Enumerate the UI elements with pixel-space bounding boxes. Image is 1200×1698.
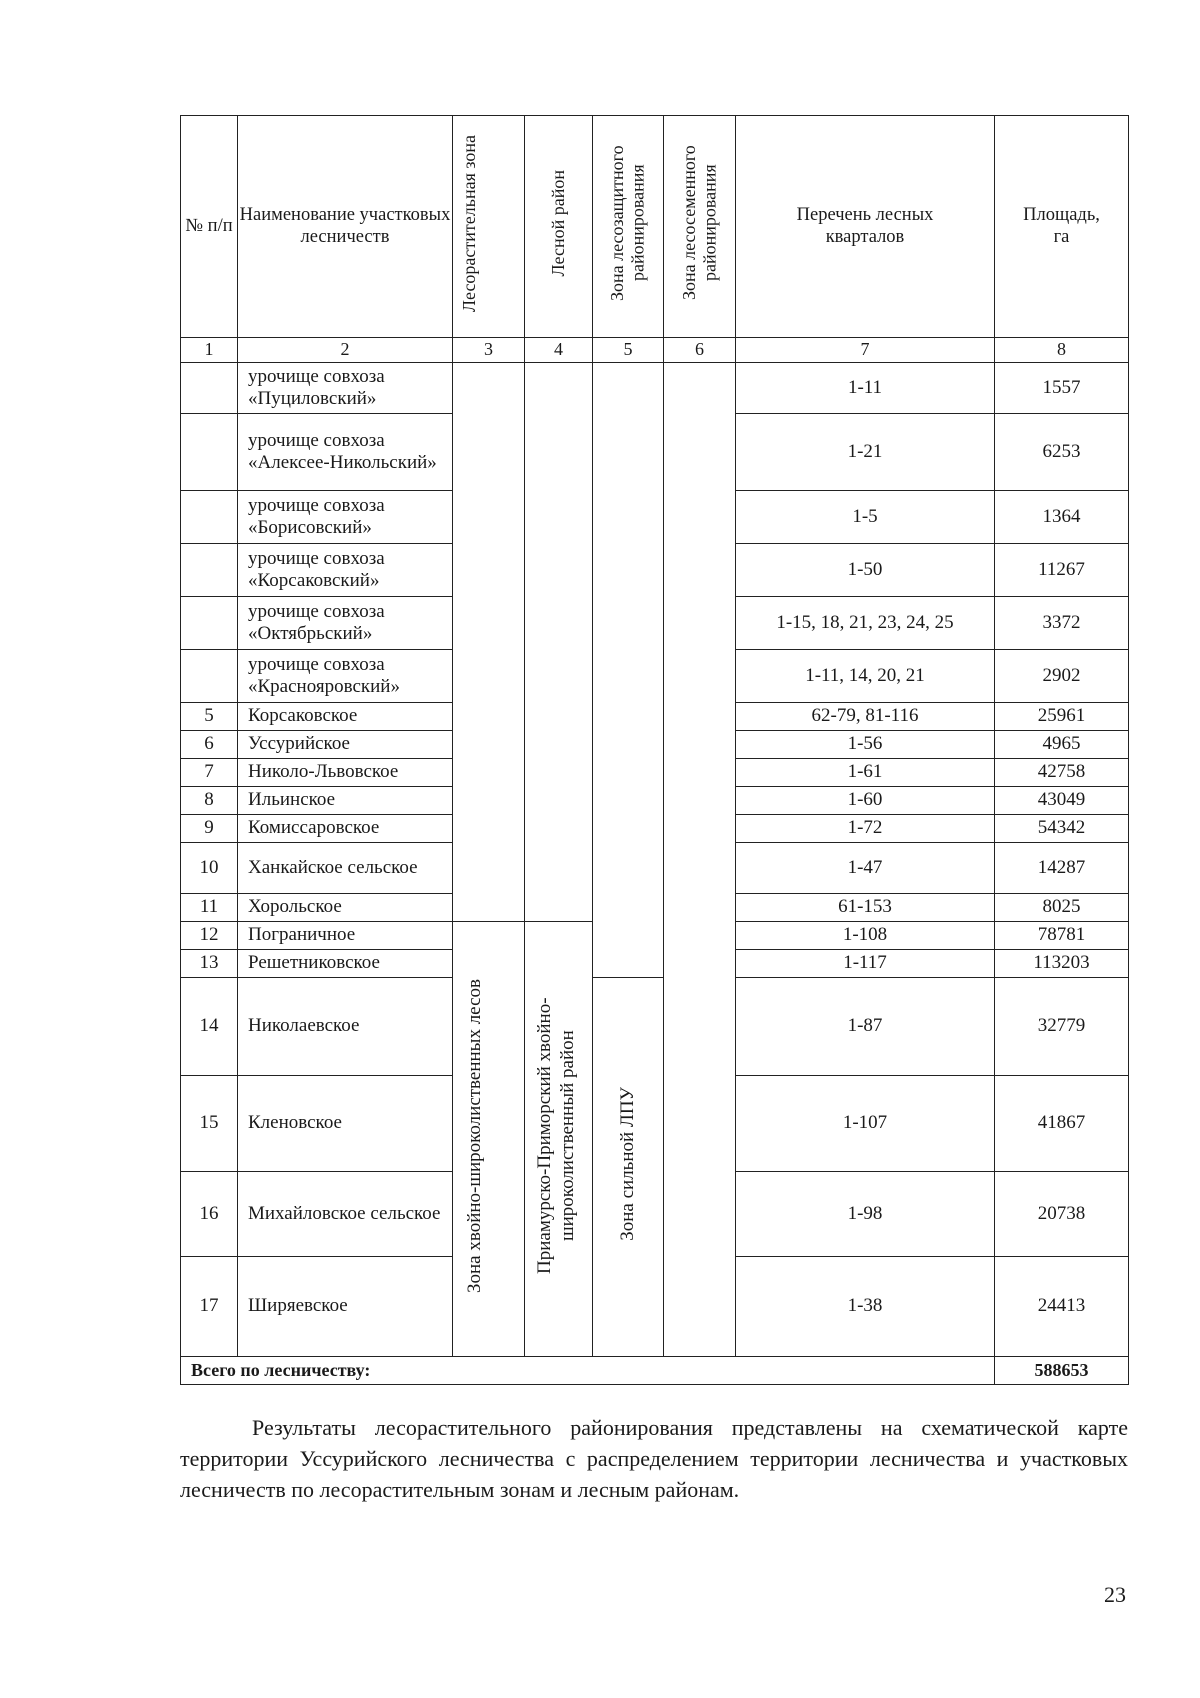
- header-num: № п/п: [181, 116, 238, 338]
- header-veg-zone: Лесорастительная зона: [458, 134, 479, 312]
- row-num: 15: [181, 1076, 238, 1172]
- row-area: 11267: [995, 544, 1129, 597]
- row-num: [181, 650, 238, 703]
- total-label: Всего по лесничеству:: [181, 1357, 995, 1385]
- forest-district-cell: [525, 922, 593, 1357]
- row-num: 8: [181, 787, 238, 815]
- column-number: 6: [664, 338, 736, 363]
- row-quarters: 1-50: [736, 544, 995, 597]
- total-row: [181, 1357, 1129, 1385]
- row-quarters: 1-108: [736, 922, 995, 950]
- row-name: урочище совхоза «Краснояровский»: [238, 650, 453, 703]
- column-number: 8: [995, 338, 1129, 363]
- row-num: 10: [181, 843, 238, 894]
- row-name: урочище совхоза «Алексее-Никольский»: [238, 414, 453, 491]
- column-number: 1: [181, 338, 238, 363]
- veg-zone-cell: [453, 922, 525, 1357]
- row-name: Хорольское: [238, 894, 453, 922]
- row-quarters: 1-117: [736, 950, 995, 978]
- row-quarters: 1-11, 14, 20, 21: [736, 650, 995, 703]
- row-quarters: 1-56: [736, 731, 995, 759]
- row-quarters: 1-107: [736, 1076, 995, 1172]
- row-num: 13: [181, 950, 238, 978]
- row-num: 11: [181, 894, 238, 922]
- column-number-row: [181, 338, 1129, 363]
- row-name: урочище совхоза «Пуциловский»: [238, 363, 453, 414]
- row-area: 8025: [995, 894, 1129, 922]
- header-row: [181, 116, 1129, 338]
- row-area: 32779: [995, 978, 1129, 1076]
- table-row: [181, 363, 1129, 414]
- page-number: 23: [1104, 1582, 1126, 1607]
- row-name: Михайловское сельское: [238, 1172, 453, 1257]
- row-num: 5: [181, 703, 238, 731]
- row-num: 7: [181, 759, 238, 787]
- row-quarters: 61-153: [736, 894, 995, 922]
- row-num: 14: [181, 978, 238, 1076]
- row-quarters: 1-47: [736, 843, 995, 894]
- row-area: 14287: [995, 843, 1129, 894]
- row-name: Уссурийское: [238, 731, 453, 759]
- header-quarters: Перечень лесных кварталов: [736, 116, 995, 338]
- row-num: 17: [181, 1257, 238, 1357]
- row-area: 20738: [995, 1172, 1129, 1257]
- row-num: 16: [181, 1172, 238, 1257]
- row-area: 54342: [995, 815, 1129, 843]
- row-num: 6: [181, 731, 238, 759]
- column-number: 3: [453, 338, 525, 363]
- row-area: 1364: [995, 491, 1129, 544]
- row-num: [181, 597, 238, 650]
- row-name: Кленовское: [238, 1076, 453, 1172]
- row-area: 24413: [995, 1257, 1129, 1357]
- row-quarters: 1-38: [736, 1257, 995, 1357]
- forest-district-label: Приамурско-Приморский хвойно-широколиственный район: [533, 997, 578, 1275]
- forestry-table: [180, 115, 1129, 1385]
- protective-zone-upper-cell: [593, 363, 664, 978]
- header-protective-zone: Зона лесозащитного районирования: [607, 145, 648, 302]
- header-veg-zone-cell: [453, 116, 525, 338]
- protective-zone-cell: [593, 978, 664, 1357]
- veg-zone-upper-cell: [453, 363, 525, 922]
- seed-zone-cell: [664, 363, 736, 1357]
- row-name: урочище совхоза «Борисовский»: [238, 491, 453, 544]
- forest-district-upper-cell: [525, 363, 593, 922]
- row-quarters: 1-5: [736, 491, 995, 544]
- header-seed-zone-cell: [664, 116, 736, 338]
- header-forest-district-cell: [525, 116, 593, 338]
- row-num: [181, 491, 238, 544]
- row-area: 1557: [995, 363, 1129, 414]
- row-area: 25961: [995, 703, 1129, 731]
- row-quarters: 1-21: [736, 414, 995, 491]
- header-forest-district: Лесной район: [548, 170, 569, 277]
- row-name: Комиссаровское: [238, 815, 453, 843]
- row-name: Ильинское: [238, 787, 453, 815]
- row-area: 41867: [995, 1076, 1129, 1172]
- row-quarters: 1-72: [736, 815, 995, 843]
- row-num: [181, 414, 238, 491]
- row-name: Николо-Львовское: [238, 759, 453, 787]
- row-num: [181, 363, 238, 414]
- row-area: 4965: [995, 731, 1129, 759]
- row-quarters: 1-98: [736, 1172, 995, 1257]
- row-area: 6253: [995, 414, 1129, 491]
- row-area: 43049: [995, 787, 1129, 815]
- veg-zone-label: Зона хвойно-широколиственных лесов: [463, 978, 485, 1293]
- row-name: Николаевское: [238, 978, 453, 1076]
- row-quarters: 1-61: [736, 759, 995, 787]
- header-name: Наименование участковых лесничеств: [238, 116, 453, 338]
- column-number: 5: [593, 338, 664, 363]
- row-name: Ханкайское сельское: [238, 843, 453, 894]
- row-name: Решетниковское: [238, 950, 453, 978]
- total-value: 588653: [995, 1357, 1129, 1385]
- column-number: 7: [736, 338, 995, 363]
- row-area: 78781: [995, 922, 1129, 950]
- row-area: 113203: [995, 950, 1129, 978]
- row-name: Корсаковское: [238, 703, 453, 731]
- row-area: 3372: [995, 597, 1129, 650]
- row-area: 42758: [995, 759, 1129, 787]
- column-number: 4: [525, 338, 593, 363]
- row-quarters: 1-11: [736, 363, 995, 414]
- row-num: 12: [181, 922, 238, 950]
- row-area: 2902: [995, 650, 1129, 703]
- row-quarters: 62-79, 81-116: [736, 703, 995, 731]
- row-quarters: 1-15, 18, 21, 23, 24, 25: [736, 597, 995, 650]
- row-name: урочище совхоза «Октябрьский»: [238, 597, 453, 650]
- body-paragraph: Результаты лесорастительного районирования представлены на схематической карте территории Уссурийского лесничества с распределением территории лесничества и участковых лесничеств по лесорастительным зонам и лесным районам.: [180, 1415, 1128, 1502]
- header-protective-zone-cell: [593, 116, 664, 338]
- column-number: 2: [238, 338, 453, 363]
- row-quarters: 1-87: [736, 978, 995, 1076]
- header-seed-zone: Зона лесосеменного районирования: [678, 145, 720, 301]
- table-row: [181, 978, 1129, 1076]
- row-quarters: 1-60: [736, 787, 995, 815]
- row-name: урочище совхоза «Корсаковский»: [238, 544, 453, 597]
- row-num: [181, 544, 238, 597]
- protective-zone-label: Зона сильной ЛПУ: [616, 1086, 638, 1241]
- header-area: Площадь, га: [995, 116, 1129, 338]
- row-name: Пограничное: [238, 922, 453, 950]
- row-name: Ширяевское: [238, 1257, 453, 1357]
- row-num: 9: [181, 815, 238, 843]
